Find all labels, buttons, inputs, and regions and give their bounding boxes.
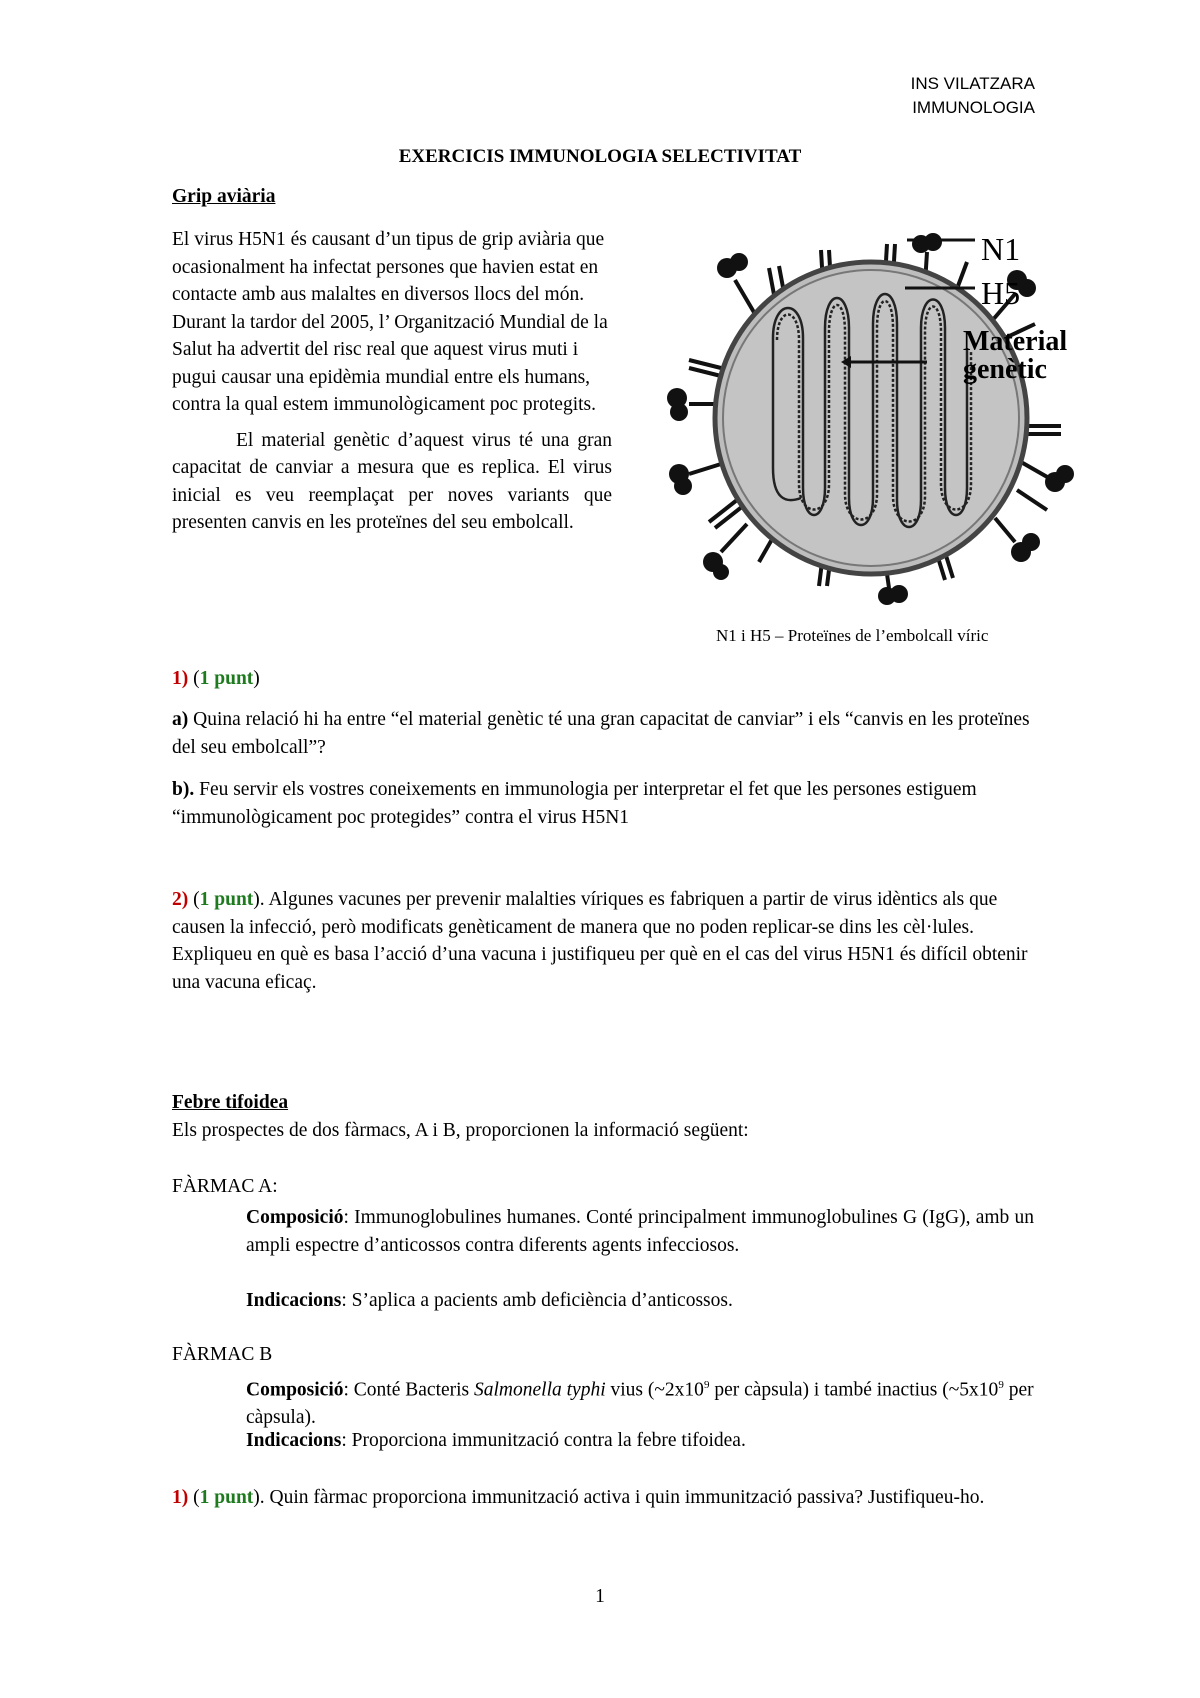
section-heading-avian-flu: Grip aviària: [172, 186, 276, 207]
question-2: 2) (1 punt). Algunes vacunes per prevenir malalties víriques es fabriquen a partir de virus idèntics als que causen la infecció, però modificats genèticament de manera que no poden replicar-se dins les cèl·lules. Expliqueu en què es basa l’acció d’una vacuna i justifiqueu per què en el cas del virus H5N1 és difícil obtenir una vacuna eficaç.: [172, 889, 1028, 993]
drug-a-name: FÀRMAC A:: [172, 1176, 278, 1197]
page-number: 1: [595, 1586, 605, 1607]
page-header: [911, 72, 1035, 120]
drug-b-indications: Indicacions: Proporciona immunització contra la febre tifoidea.: [246, 1430, 746, 1451]
drug-a-indications: Indicacions: S’aplica a pacients amb deficiència d’anticossos.: [246, 1290, 733, 1311]
intro-paragraph-2: El material genètic d’aquest virus té una gran capacitat de canviar a mesura que es replica. El virus inicial es veu reemplaçat per noves variants que presenten canvis en les proteïnes del seu embolcall.: [172, 429, 612, 533]
label-material: Material: [963, 326, 1068, 357]
document-title: EXERCICIS IMMUNOLOGIA SELECTIVITAT: [398, 146, 802, 167]
typhoid-intro: Els prospectes de dos fàrmacs, A i B, proporcionen la informació següent:: [172, 1120, 749, 1141]
drug-b-name: FÀRMAC B: [172, 1344, 273, 1365]
question-1-heading: 1) (1 punt): [172, 668, 260, 689]
question-1b: b). Feu servir els vostres coneixements en immunologia per interpretar el fet que les persones estiguem “immunològicament poc protegides” contra el virus H5N1: [172, 779, 977, 828]
header-school: INS VILATZARA: [910, 74, 1035, 93]
figure-caption: N1 i H5 – Proteïnes de l’embolcall víric: [716, 626, 989, 645]
virus-diagram: [655, 228, 1155, 608]
label-genetic: genètic: [963, 354, 1047, 385]
label-h5: H5: [981, 275, 1021, 311]
intro-text: [172, 226, 612, 537]
label-n1: N1: [981, 231, 1021, 267]
header-subject: IMMUNOLOGIA: [912, 98, 1035, 117]
typhoid-question-1: 1) (1 punt). Quin fàrmac proporciona immunització activa i quin immunització passiva? Justifiqueu-ho.: [172, 1487, 985, 1508]
drug-a-composition: Composició: Immunoglobulines humanes. Conté principalment immunoglobulines G (IgG), amb un ampli espectre d’anticossos contra diferents agents infecciosos.: [246, 1207, 1034, 1256]
intro-paragraph-1: El virus H5N1 és causant d’un tipus de grip aviària que ocasionalment ha infectat persones que havien estat en contacte amb aus malaltes en diversos llocs del món. Durant la tardor del 2005, l’ Organització Mundial de la Salut ha advertit del risc real que aquest virus muti i pugui causar una epidèmia mundial entre els humans, contra la qual estem immunològicament poc protegits.: [172, 229, 608, 415]
drug-b-composition: Composició: Conté Bacteris Salmonella typhi vius ($\sim 2x10^9$ per càpsula) i també inactius ($\sim 5x10^9$ per càpsula).: [246, 1379, 1034, 1428]
question-1a: a) Quina relació hi ha entre “el material genètic té una gran capacitat de canviar” i els “canvis en les proteïnes del seu embolcall”?: [172, 709, 1030, 758]
section-heading-typhoid: Febre tifoidea: [172, 1092, 289, 1113]
